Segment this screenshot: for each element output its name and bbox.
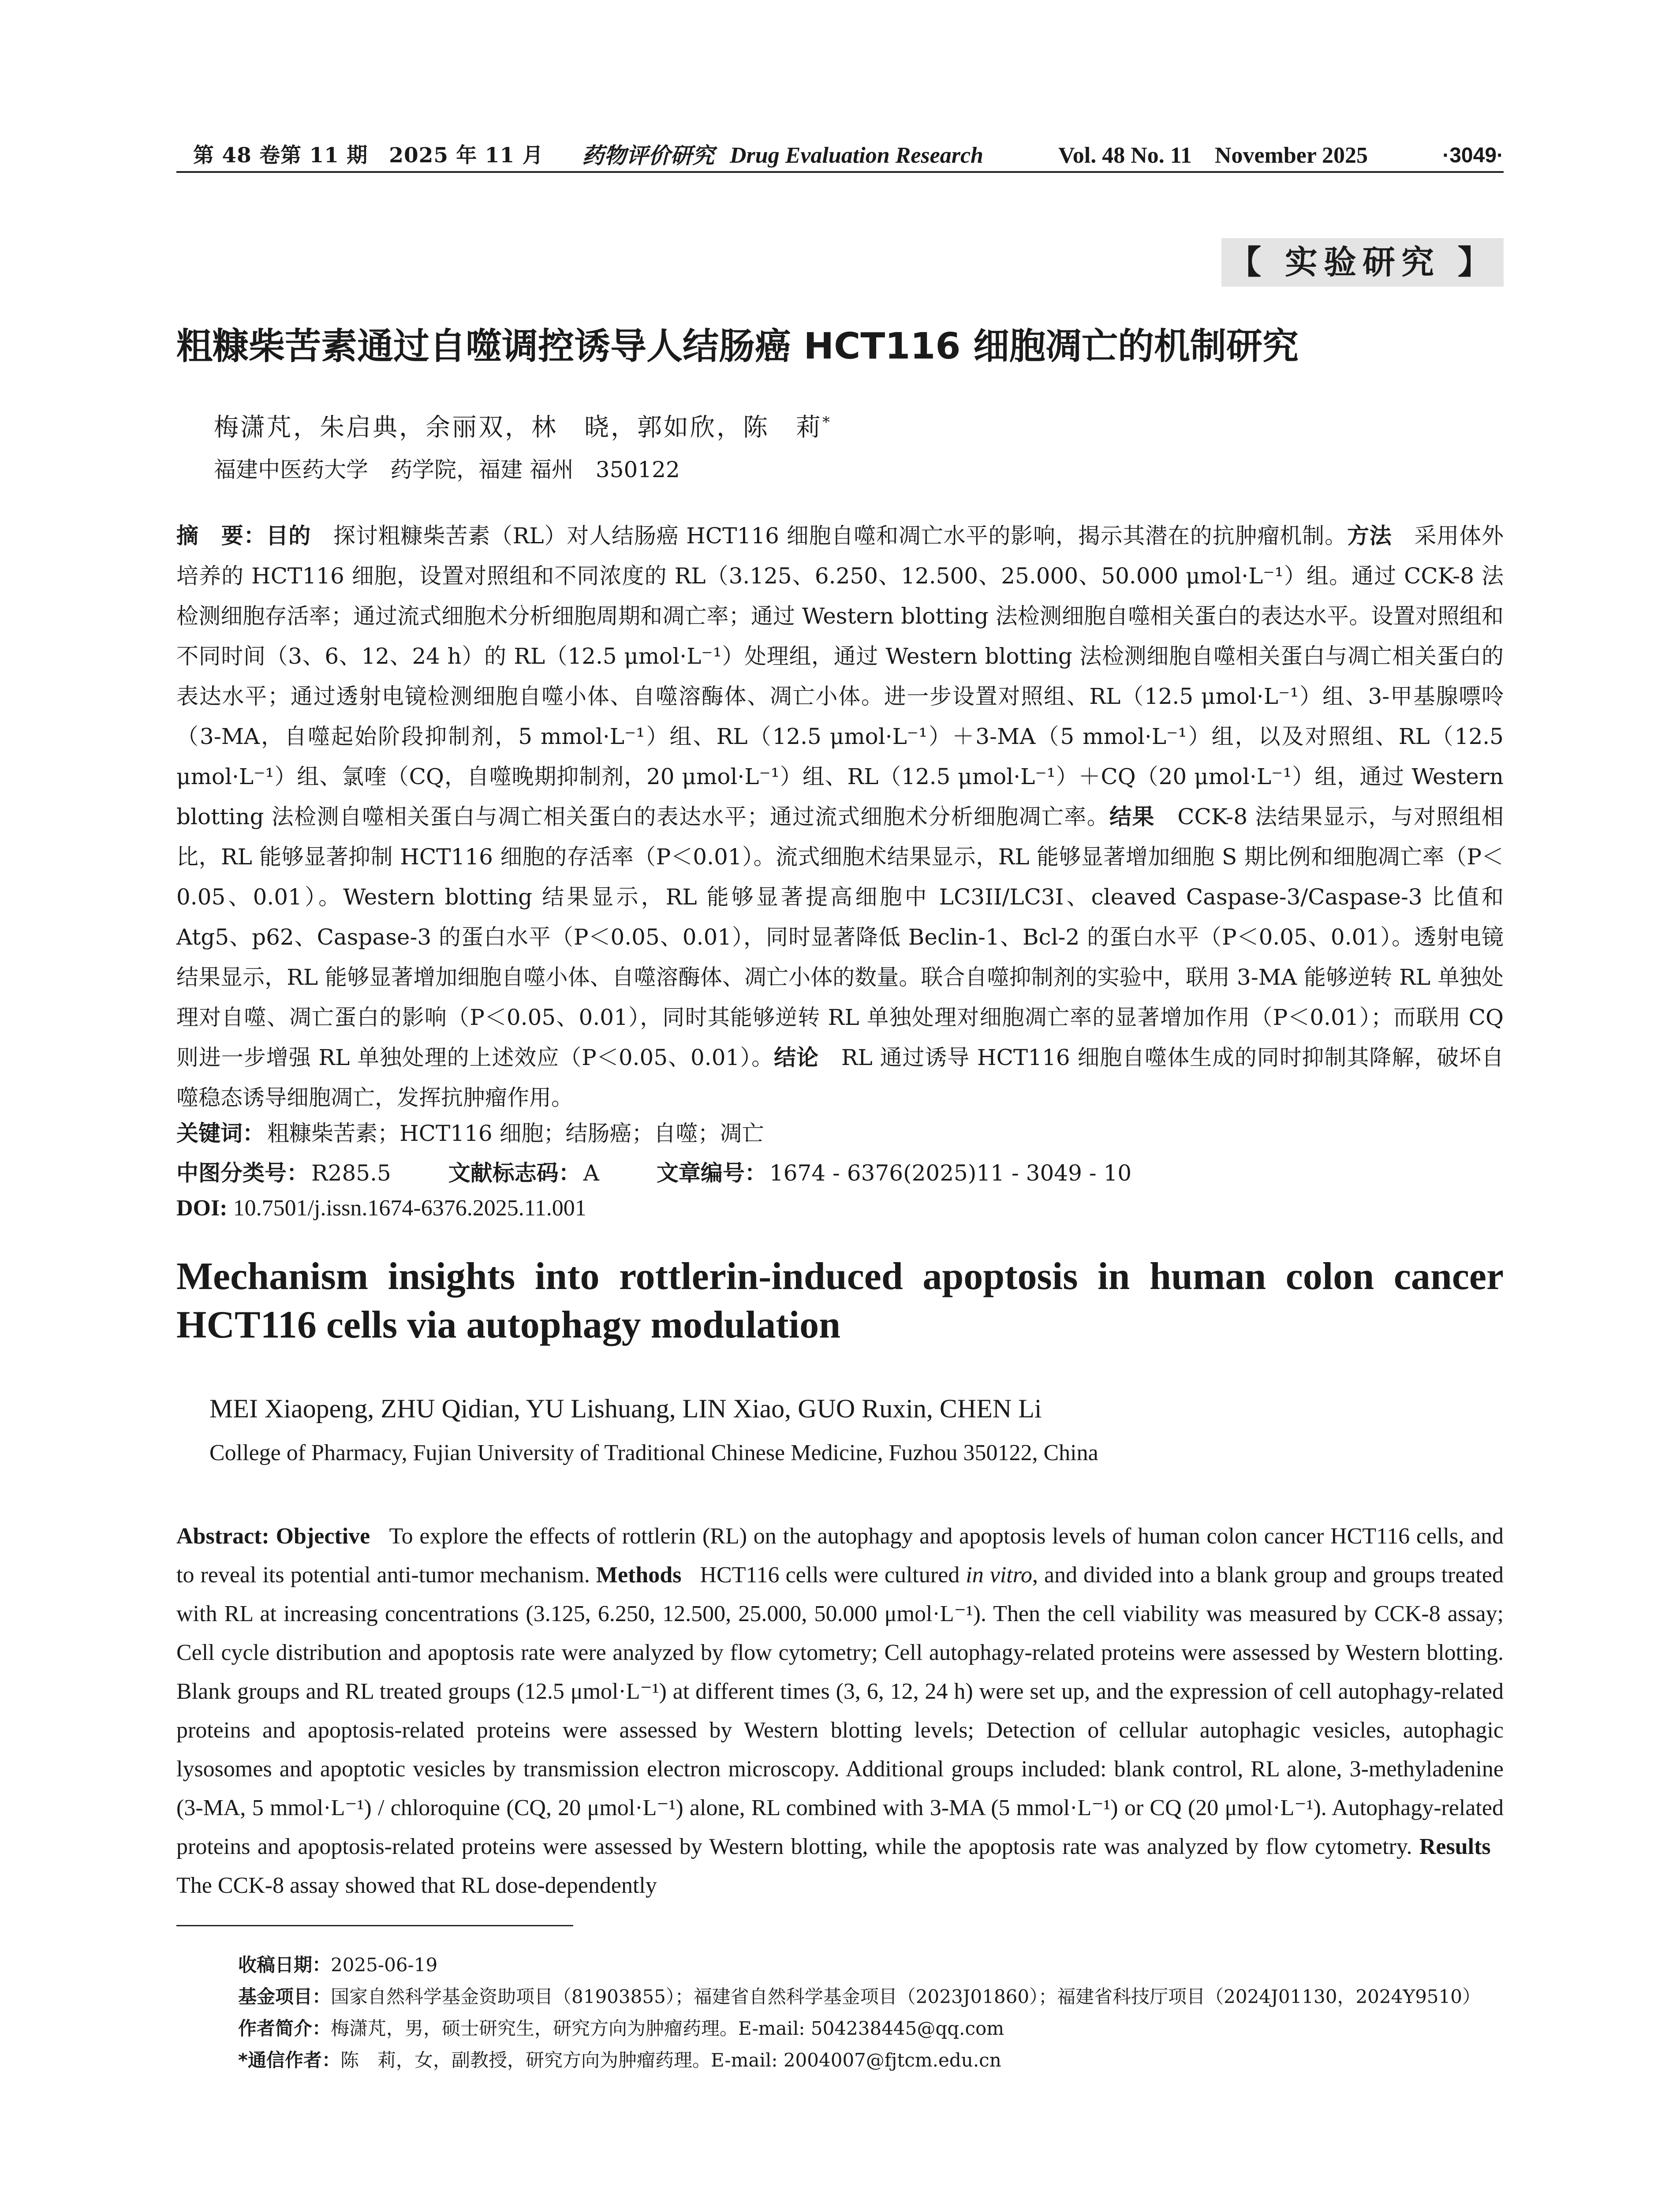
keywords-value: 粗糠柴苦素；HCT116 细胞；结肠癌；自噬；凋亡 (267, 1121, 764, 1146)
footnote-label: 收稿日期： (238, 1954, 331, 1976)
article-page (176, 0, 1504, 2205)
title-en: Mechanism insights into rottlerin-induced apoptosis in human colon cancer HCT116 cells via autophagy modulation (176, 1255, 1504, 1346)
issue-en: Vol. 48 No. 11 November 2025 (1058, 143, 1368, 168)
objective-label-cn: 目的 (266, 523, 311, 549)
footnote-label: 基金项目： (238, 1986, 331, 2007)
doi-line (176, 1195, 586, 1221)
running-header (176, 140, 1504, 173)
issue-cn: 第 48 卷第 11 期 2025 年 11 月 (193, 143, 544, 168)
footnote-divider (176, 1925, 573, 1926)
methods-en-italic: in vitro (966, 1562, 1033, 1588)
conclusion-label-cn: 结论 (774, 1045, 819, 1070)
objective-en: To explore the effects of rottlerin (RL) on the autophagy and apoptosis levels of human colon cancer HCT116 cells, and to reveal its potential anti-tumor mechanism. (176, 1524, 1504, 1588)
section-tag: 【 实验研究 】 (1221, 238, 1504, 287)
footnote-received (238, 1949, 1504, 1981)
authors-en: MEI Xiaopeng, ZHU Qidian, YU Lishuang, LIN Xiao, GUO Ruxin, CHEN Li (209, 1394, 1042, 1423)
objective-label-en: Objective (276, 1524, 370, 1549)
results-label-en: Results (1419, 1834, 1491, 1859)
article-number-value: 1674 - 6376(2025)11 - 3049 - 10 (769, 1160, 1132, 1186)
methods-en-post: , and divided into a blank group and groups treated with RL at increasing concentrations (3.125, 6.250, 12.500, 25.000, 50.000 μmol·L⁻¹). Then the cell viability was measured by CCK-8 assay; Cell cycle distribution and apoptosis rate were analyzed by flow cytometry; Cell autophagy-related proteins were assessed by Western blotting. Blank groups and RL treated groups (12.5 μmol·L⁻¹) at different times (3, 6, 12, 24 h) were set up, and the expression of cell autophagy-related proteins and apoptosis-related proteins were assessed by Western blotting levels; Detection of cellular autophagic vesicles, autophagic lysosomes and apoptotic vesicles by transmission electron microscopy. Additional groups included: blank control, RL alone, 3-methyladenine (3-MA, 5 mmol·L⁻¹) / chloroquine (CQ, 20 μmol·L⁻¹) alone, RL combined with 3-MA (5 mmol·L⁻¹) or CQ (20 μmol·L⁻¹). Autophagy-related proteins and apoptosis-related proteins were assessed by Western blotting, while the apoptosis rate was analyzed by flow cytometry. (176, 1562, 1504, 1859)
footnote-author-bio (238, 2013, 1504, 2044)
page-number: ·3049· (1442, 144, 1504, 167)
abstract-cn (176, 516, 1504, 1118)
results-cn: CCK-8 法结果显示，与对照组相比，RL 能够显著抑制 HCT116 细胞的存活率（P＜0.01）。流式细胞术结果显示，RL 能够显著增加细胞 S 期比例和细胞凋亡率（P＜0.05、0.01）。Western blotting 结果显示，RL 能够显著提高细胞中 LC3II/LC3I、cleaved Caspase-3/Caspase-3 比值和 Atg5、p62、Caspase-3 的蛋白水平（P＜0.05、0.01），同时显著降低 Beclin-1、Bcl-2 的蛋白水平（P＜0.05、0.01）。透射电镜结果显示，RL 能够显著增加细胞自噬小体、自噬溶酶体、凋亡小体的数量。联合自噬抑制剂的实验中，联用 3-MA 能够逆转 RL 单独处理对自噬、凋亡蛋白的影响（P＜0.05、0.01），同时其能够逆转 RL 单独处理对细胞凋亡率的显著增加作用（P＜0.01）；而联用 CQ 则进一步增强 RL 单独处理的上述效应（P＜0.05、0.01）。 (176, 804, 1504, 1070)
doi-label: DOI: (176, 1196, 228, 1221)
footnote-value: 2025-06-19 (331, 1954, 438, 1976)
affiliation-en: College of Pharmacy, Fujian University of Traditional Chinese Medicine, Fuzhou 350122, China (209, 1440, 1098, 1465)
abstract-en-label: Abstract: (176, 1524, 269, 1549)
keywords-cn (176, 1116, 764, 1147)
doc-code-value: A (583, 1160, 599, 1186)
doc-code-label: 文献标志码： (448, 1160, 581, 1186)
clc-label: 中图分类号： (176, 1160, 309, 1186)
results-label-cn: 结果 (1109, 804, 1155, 830)
methods-en-pre: HCT116 cells were cultured (700, 1562, 960, 1588)
keywords-label: 关键词： (176, 1121, 265, 1146)
title-cn: 粗糠柴苦素通过自噬调控诱导人结肠癌 HCT116 细胞凋亡的机制研究 (176, 325, 1299, 367)
methods-cn: 采用体外培养的 HCT116 细胞，设置对照组和不同浓度的 RL（3.125、6.250、12.500、25.000、50.000 μmol·L⁻¹）组。通过 CCK-8 法检测细胞存活率；通过流式细胞术分析细胞周期和凋亡率；通过 Western blotting 法检测细胞自噬相关蛋白的表达水平。设置对照组和不同时间（3、6、12、24 h）的 RL（12.5 μmol·L⁻¹）处理组，通过 Western blotting 法检测细胞自噬相关蛋白与凋亡相关蛋白的表达水平；通过透射电镜检测细胞自噬小体、自噬溶酶体、凋亡小体。进一步设置对照组、RL（12.5 μmol·L⁻¹）组、3-甲基腺嘌呤（3-MA，自噬起始阶段抑制剂，5 mmol·L⁻¹）组、RL（12.5 μmol·L⁻¹）＋3-MA（5 mmol·L⁻¹）组，以及对照组、RL（12.5 μmol·L⁻¹）组、氯喹（CQ，自噬晚期抑制剂，20 μmol·L⁻¹）组、RL（12.5 μmol·L⁻¹）＋CQ（20 μmol·L⁻¹）组，通过 Western blotting 法检测自噬相关蛋白与凋亡相关蛋白的表达水平；通过流式细胞术分析细胞凋亡率。 (176, 523, 1504, 830)
classification-line (176, 1155, 1131, 1187)
authors-cn-names: 梅潇芃，朱启典，余丽双，林 晓，郭如欣，陈 莉 (214, 413, 822, 442)
abstract-cn-label: 摘 要： (176, 523, 266, 549)
objective-cn: 探讨粗糠柴苦素（RL）对人结肠癌 HCT116 细胞自噬和凋亡水平的影响，揭示其潜在的抗肿瘤机制。 (333, 523, 1347, 549)
abstract-en (176, 1517, 1504, 1905)
journal-name-en: Drug Evaluation Research (730, 143, 983, 168)
footnote-value: 陈 莉，女，副教授，研究方向为肿瘤药理。E-mail: 2004007@fjtcm.edu.cn (340, 2049, 1001, 2071)
footnote-label: 作者简介： (238, 2018, 331, 2039)
doi-value[interactable]: 10.7501/j.issn.1674-6376.2025.11.001 (233, 1196, 586, 1221)
results-en: The CCK-8 assay showed that RL dose-dependently (176, 1873, 657, 1898)
article-number-label: 文章编号： (656, 1160, 767, 1186)
footnotes (238, 1949, 1504, 2076)
footnote-value: 国家自然科学基金资助项目（81903855）；福建省自然科学基金项目（2023J01860）；福建省科技厅项目（2024J01130，2024Y9510） (331, 1986, 1481, 2007)
journal-name-cn: 药物评价研究 (582, 142, 714, 168)
methods-label-en: Methods (596, 1562, 682, 1588)
footnote-label: *通信作者： (238, 2049, 340, 2071)
methods-label-cn: 方法 (1347, 523, 1392, 549)
affiliation-cn: 福建中医药大学 药学院，福建 福州 350122 (214, 457, 680, 482)
footnote-funding (238, 1981, 1504, 2013)
conclusion-cn: RL 通过诱导 HCT116 细胞自噬体生成的同时抑制其降解，破坏自噬稳态诱导细胞凋亡，发挥抗肿瘤作用。 (176, 1045, 1504, 1110)
authors-cn (214, 408, 832, 443)
footnote-value: 梅潇芃，男，硕士研究生，研究方向为肿瘤药理。E-mail: 504238445@qq.com (331, 2018, 1004, 2039)
clc-value: R285.5 (311, 1160, 391, 1186)
footnote-corresponding (238, 2044, 1504, 2076)
corresponding-mark: * (822, 413, 832, 431)
